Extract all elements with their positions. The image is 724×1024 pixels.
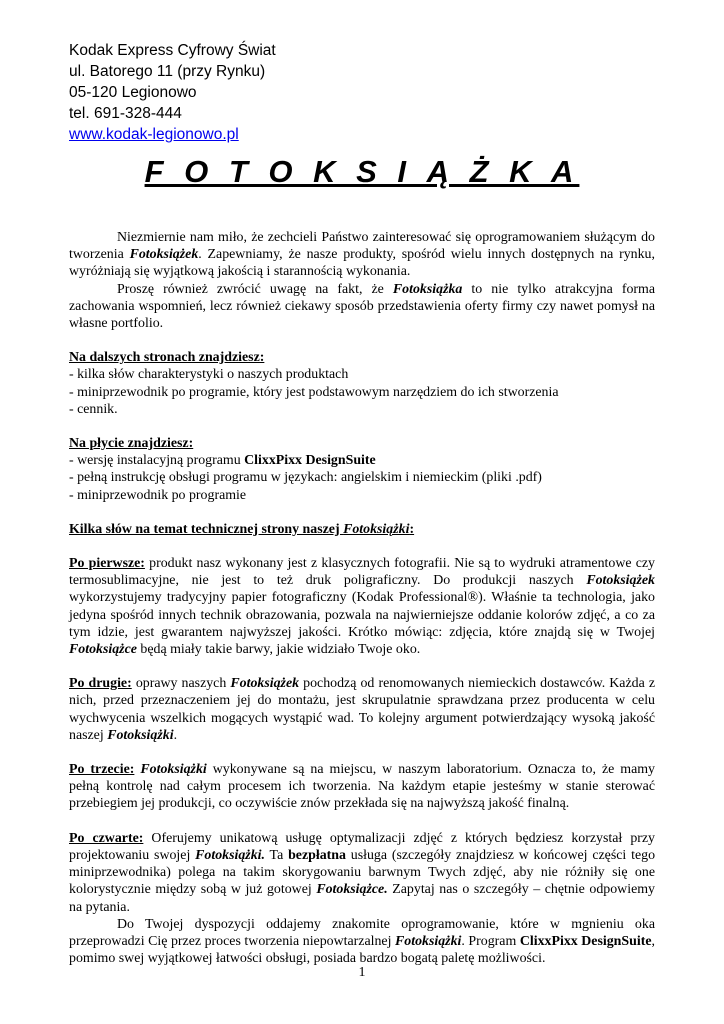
list-item: - wersję instalacyjną programu ClixxPixx DesignSuite [69,453,376,469]
page-title: F O T O K S I Ą Ż K A [144,154,580,189]
list-item: - kilka słów charakterystyki o naszych produktach [69,367,349,383]
intro-paragraph-2: Proszę również zwrócić uwagę na fakt, że Fotoksiążka to nie tylko atrakcyjna forma zachowania wspomnień, lecz również ciekawy sposób przedstawienia oferty firmy czy nawet pomysł na własne portfolio. [69,281,655,332]
company-city: 05-120 Legionowo [69,84,197,101]
intro-paragraph-1: Niezmiernie nam miło, że zechcieli Państwo zainteresować się oprogramowaniem służącym do tworzenia Fotoksiążek. Zapewniamy, że nasze produkty, spośród wielu innych dostępnych na rynku, wyróżniają się wyjątkową jakością i starannością wykonania. [69,230,655,280]
list-item: - miniprzewodnik po programie [69,487,247,503]
paragraph-third: Po trzecie: Fotoksiążki wykonywane są na miejscu, w naszym laboratorium. Oznacza to, że mamy pełną kontrolę nad całym procesem ich tworzenia. Na każdym etapie jesteśmy w stanie sterować przebiegiem jej produkcji, co oczywiście znów przekłada się na najwyższą jakość finalną. [69,762,655,812]
company-header [69,40,276,145]
company-website-link[interactable]: www.kodak-legionowo.pl [69,126,239,143]
company-street: ul. Batorego 11 (przy Rynku) [69,63,266,80]
company-name: Kodak Express Cyfrowy Świat [69,42,276,59]
paragraph-closing: Do Twojej dyspozycji oddajemy znakomite oprogramowanie, które w mgnieniu oka przeprowadzi Cię przez proces tworzenia niepowtarzalnej Fotoksiążki. Program ClixxPixx DesignSuite, pomimo swej wyjątkowej łatwości obsługi, posiada bardzo bogatą paletę możliwości. [69,916,655,967]
cd-heading: Na płycie znajdziesz: [69,436,194,452]
document-body [69,229,655,967]
paragraph-fourth: Po czwarte: Oferujemy unikatową usługę optymalizacji zdjęć z których będziesz korzystał przy projektowaniu swojej Fotoksiążki. Ta bezpłatna usługa (szczegóły znajdziesz w końcowej części tego miniprzewodnika) polega na takim skorygowaniu barwnym Twych zdjęć, aby nie różniły się one kolorystycznie między sobą w już gotowej Fotoksiążce. Zapytaj nas o szczegóły – chętnie odpowiemy na pytania. [69,830,656,915]
paragraph-second: Po drugie: oprawy naszych Fotoksiążek pochodzą od renomowanych niemieckich dostawców. Każda z nich, przed przeznaczeniem jej do montażu, jest skrupulatnie sprawdzana przez producenta w celu wychwycenia wszelkich mogących wystąpić wad. To kolejny argument potwierdzający wysoką jakość naszej Fotoksiążki. [69,676,655,743]
next-pages-heading: Na dalszych stronach znajdziesz: [69,350,265,366]
technical-heading: Kilka słów na temat technicznej strony naszej Fotoksiążki: [69,521,415,537]
page-number: 1 [358,965,366,980]
list-item: - pełną instrukcję obsługi programu w językach: angielskim i niemieckim (pliki .pdf) [69,470,542,486]
list-item: - miniprzewodnik po programie, który jest podstawowym narzędziem do ich stworzenia [69,384,559,400]
paragraph-first: Po pierwsze: produkt nasz wykonany jest z klasycznych fotografii. Nie są to wydruki atramentowe czy termosublimacyjne, nie jest to też druk poligraficzny. Do produkcji naszych Fotoksiążek wykorzystujemy tradycyjny papier fotograficzny (Kodak Professional®). Właśnie ta technologia, jako jedyna spośród innych technik obrazowania, pozwala na najwierniejsze oddanie kolorów zdjęć, a co za tym idzie, jest gwarantem najwyższej jakości. Krótko mówiąc: zdjęcia, które znajdą się w Twojej Fotoksiążce będą miały takie barwy, jakie widziało Twoje oko. [69,556,655,658]
company-phone: tel. 691-328-444 [69,105,182,122]
list-item: - cennik. [69,401,118,417]
